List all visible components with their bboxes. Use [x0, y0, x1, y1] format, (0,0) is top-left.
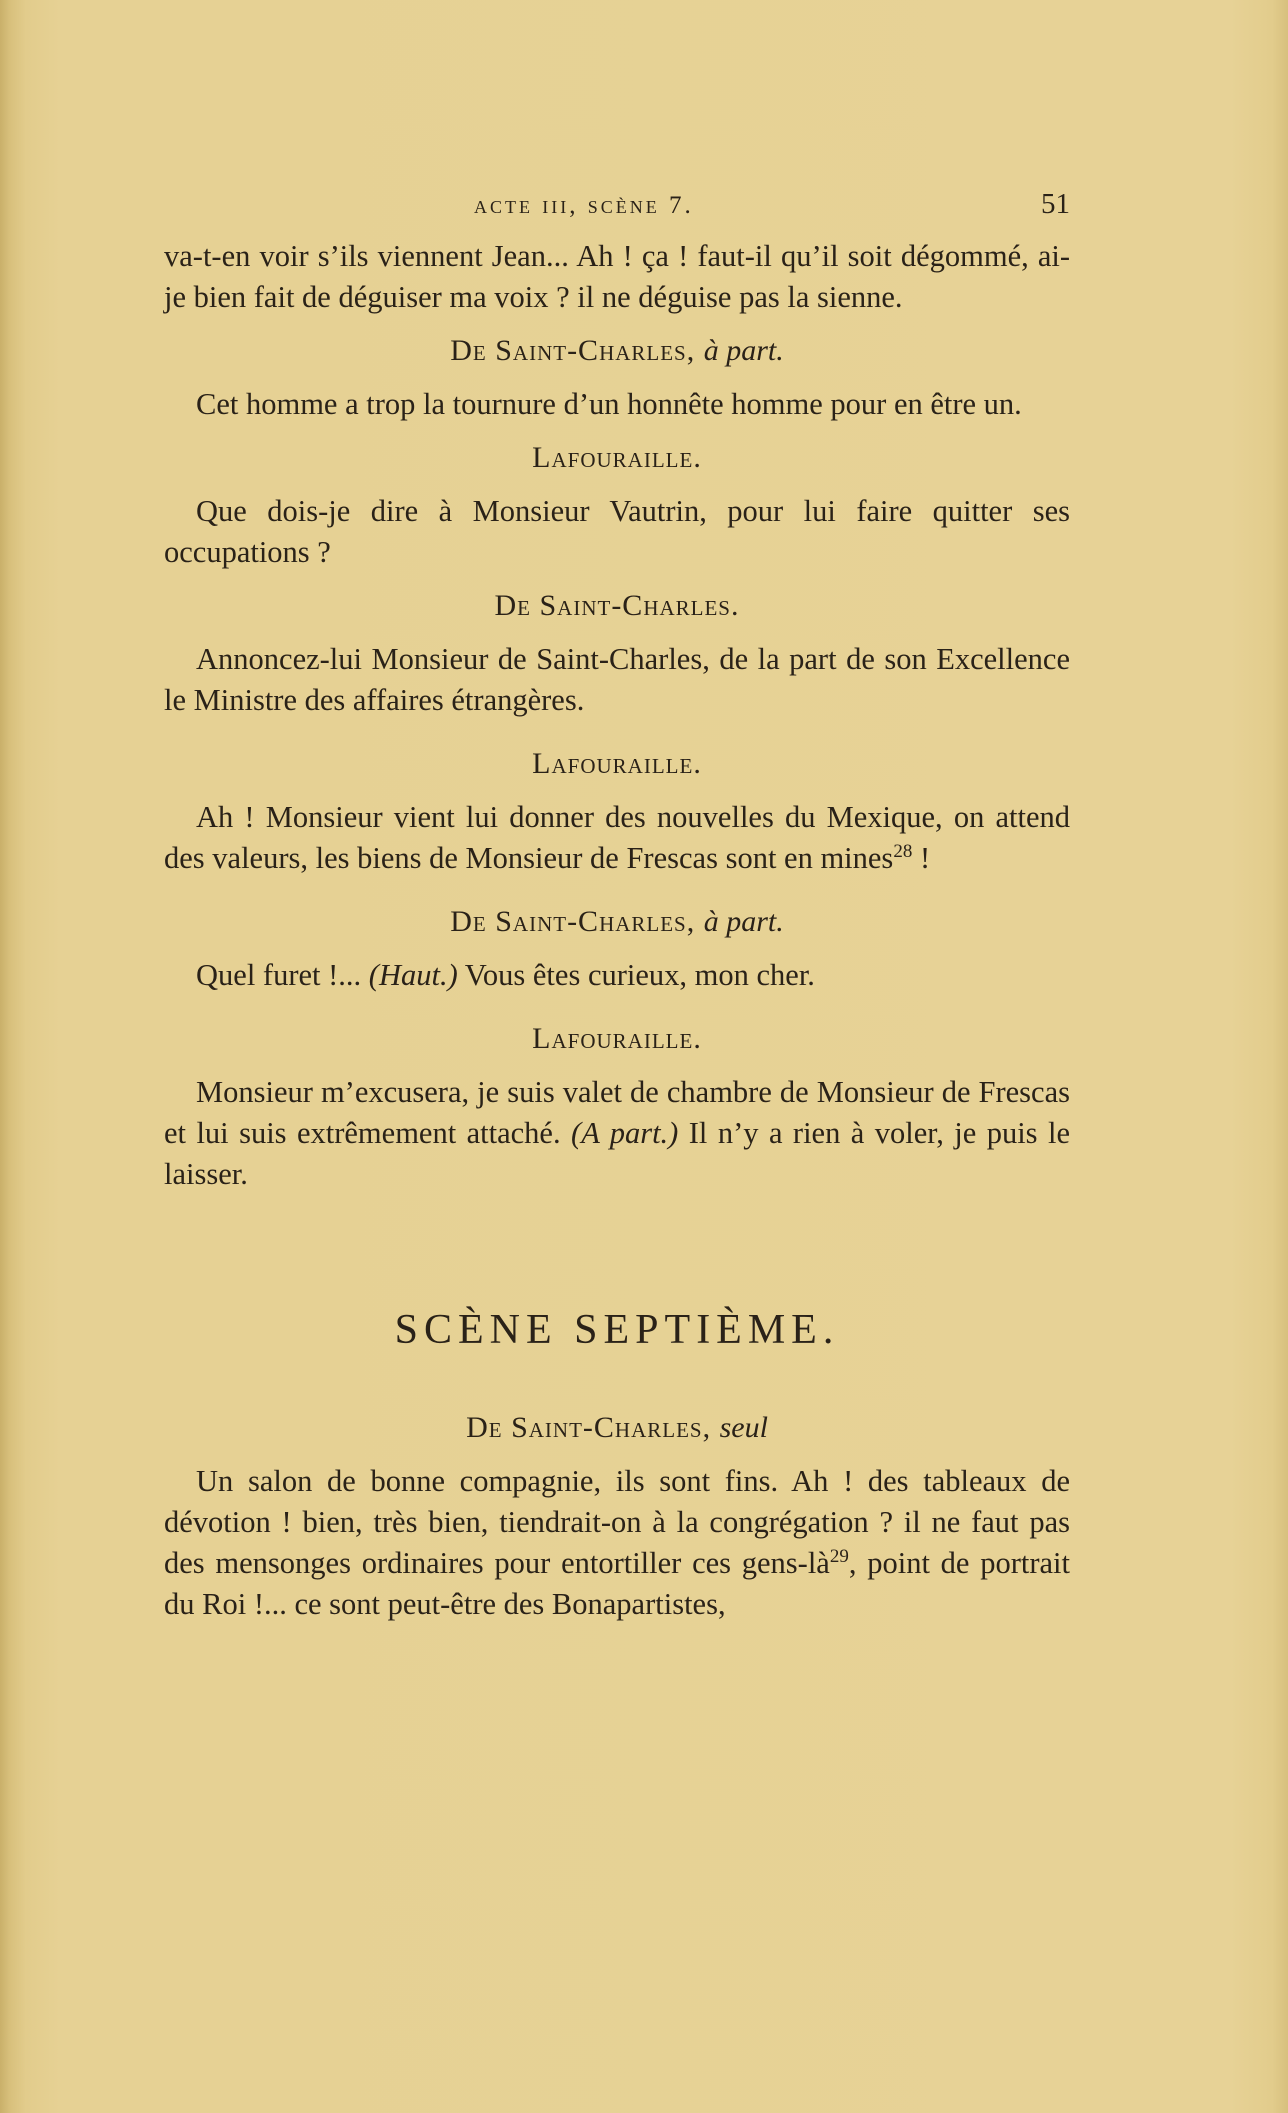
speaker-heading [164, 1407, 1070, 1449]
footnote-ref: 29 [829, 1546, 849, 1567]
speaker-name: Lafouraille. [532, 747, 702, 780]
paragraph-text: , point de portrait du Roi !... ce sont peut-être des Bonapartistes, [164, 1546, 1070, 1621]
paragraph: Que dois-je dire à Monsieur Vautrin, pour lui faire quitter ses occupations ? [164, 494, 1070, 569]
speaker-aside: à part. [703, 905, 784, 938]
paragraph [164, 797, 1070, 879]
paragraph [164, 1072, 1070, 1195]
speaker-aside: à part. [703, 334, 784, 367]
paragraph [164, 1461, 1070, 1625]
paragraph-text: Un salon de bonne compagnie, ils sont fins. Ah ! des tableaux de dévotion ! bien, très bien, tiendrait-on à la congrégation ? il ne faut pas des mensonges ordinaires pour entortiller ces gens-là [164, 1464, 1070, 1580]
page-body [164, 236, 1070, 1625]
speaker-heading [164, 330, 1070, 372]
paragraph-text: Vous êtes curieux, mon cher. [457, 958, 815, 992]
paragraph-text: Il n’y a rien à voler, je puis le laisser. [164, 1116, 1070, 1191]
speaker-name: De Saint-Charles, [466, 1411, 712, 1444]
speaker-heading [164, 901, 1070, 943]
paragraph [164, 955, 1070, 996]
paragraph-text: Monsieur m’excusera, je suis valet de chambre de Monsieur de Frescas et lui suis extrêmement attaché. [164, 1075, 1070, 1150]
paragraph: va-t-en voir s’ils viennent Jean... Ah ! ça ! faut-il qu’il soit dégommé, ai-je bien fait de déguiser ma voix ? il ne déguise pas la sienne. [164, 239, 1070, 314]
page-number: 51 [1041, 188, 1070, 220]
scene-title: SCÈNE SEPTIÈME. [394, 1307, 840, 1353]
paragraph-text: ! [912, 841, 931, 875]
speaker-aside: seul [719, 1411, 768, 1444]
speaker-heading [164, 585, 1070, 627]
paragraph: Annoncez-lui Monsieur de Saint-Charles, de la part de son Excellence le Ministre des affaires étrangères. [164, 642, 1070, 717]
speaker-heading [164, 743, 1070, 785]
running-head: acte iii, scène 7. [474, 192, 694, 219]
paragraph-text: Quel furet !... [196, 958, 369, 992]
speaker-heading [164, 437, 1070, 479]
speaker-name: Lafouraille. [532, 1022, 702, 1055]
speaker-name: Lafouraille. [532, 441, 702, 474]
speaker-name: De Saint-Charles, [450, 334, 696, 367]
stage-direction: (A part.) [571, 1116, 679, 1150]
speaker-name: De Saint-Charles, [450, 905, 696, 938]
speaker-heading [164, 1018, 1070, 1060]
page-header [164, 188, 1070, 232]
stage-direction: (Haut.) [368, 958, 458, 992]
paragraph: Cet homme a trop la tournure d’un honnête homme pour en être un. [196, 387, 1022, 421]
footnote-ref: 28 [893, 841, 913, 862]
speaker-name: De Saint-Charles. [494, 589, 740, 622]
paragraph-text: Ah ! Monsieur vient lui donner des nouvelles du Mexique, on attend des valeurs, les biens de Monsieur de Frescas sont en mines [164, 800, 1070, 875]
